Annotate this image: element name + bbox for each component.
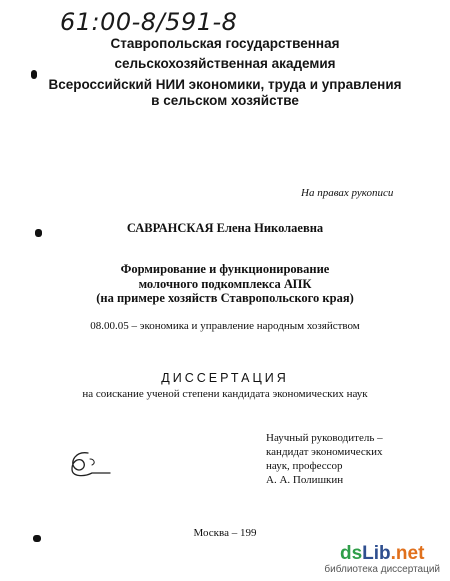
institution-line-3: Всероссийский НИИ экономики, труда и управления bbox=[48, 77, 402, 92]
dslib-logo: dsLib.net bbox=[339, 543, 425, 564]
institution-line-4: в сельском хозяйстве bbox=[151, 93, 299, 108]
dissertation-title-line-1: Формирование и функционирование bbox=[120, 262, 330, 276]
institution-line-1: Ставропольская государственная bbox=[110, 36, 340, 51]
dissertation-title-line-2: молочного подкомплекса АПК bbox=[138, 277, 312, 291]
advisor-line-3: наук, профессор bbox=[266, 460, 343, 472]
archive-code: 61:00-8/591-8 bbox=[60, 8, 238, 36]
dissertation-title-line-3: (на примере хозяйств Ставропольского края) bbox=[96, 291, 354, 305]
institution-line-2: сельскохозяйственная академия bbox=[114, 56, 336, 71]
dslib-watermark[interactable] bbox=[320, 542, 444, 577]
degree-line: на соискание ученой степени кандидата экономических наук bbox=[82, 388, 368, 400]
scan-mark bbox=[31, 70, 37, 79]
document-type: ДИССЕРТАЦИЯ bbox=[161, 371, 289, 385]
dslib-subtitle: библиотека диссертаций bbox=[324, 564, 440, 575]
advisor-line-1: Научный руководитель – bbox=[266, 432, 383, 444]
scan-mark bbox=[35, 229, 42, 237]
specialty-code: 08.00.05 – экономика и управление народным хозяйством bbox=[90, 320, 360, 332]
manuscript-rights: На правах рукописи bbox=[301, 187, 394, 199]
scan-mark bbox=[33, 535, 41, 542]
handwritten-signature-icon bbox=[68, 447, 112, 481]
author-name: САВРАНСКАЯ Елена Николаевна bbox=[126, 221, 324, 235]
city-year: Москва – 199 bbox=[193, 527, 257, 539]
advisor-line-4: А. А. Полишкин bbox=[266, 474, 344, 486]
advisor-line-2: кандидат экономических bbox=[266, 446, 383, 458]
